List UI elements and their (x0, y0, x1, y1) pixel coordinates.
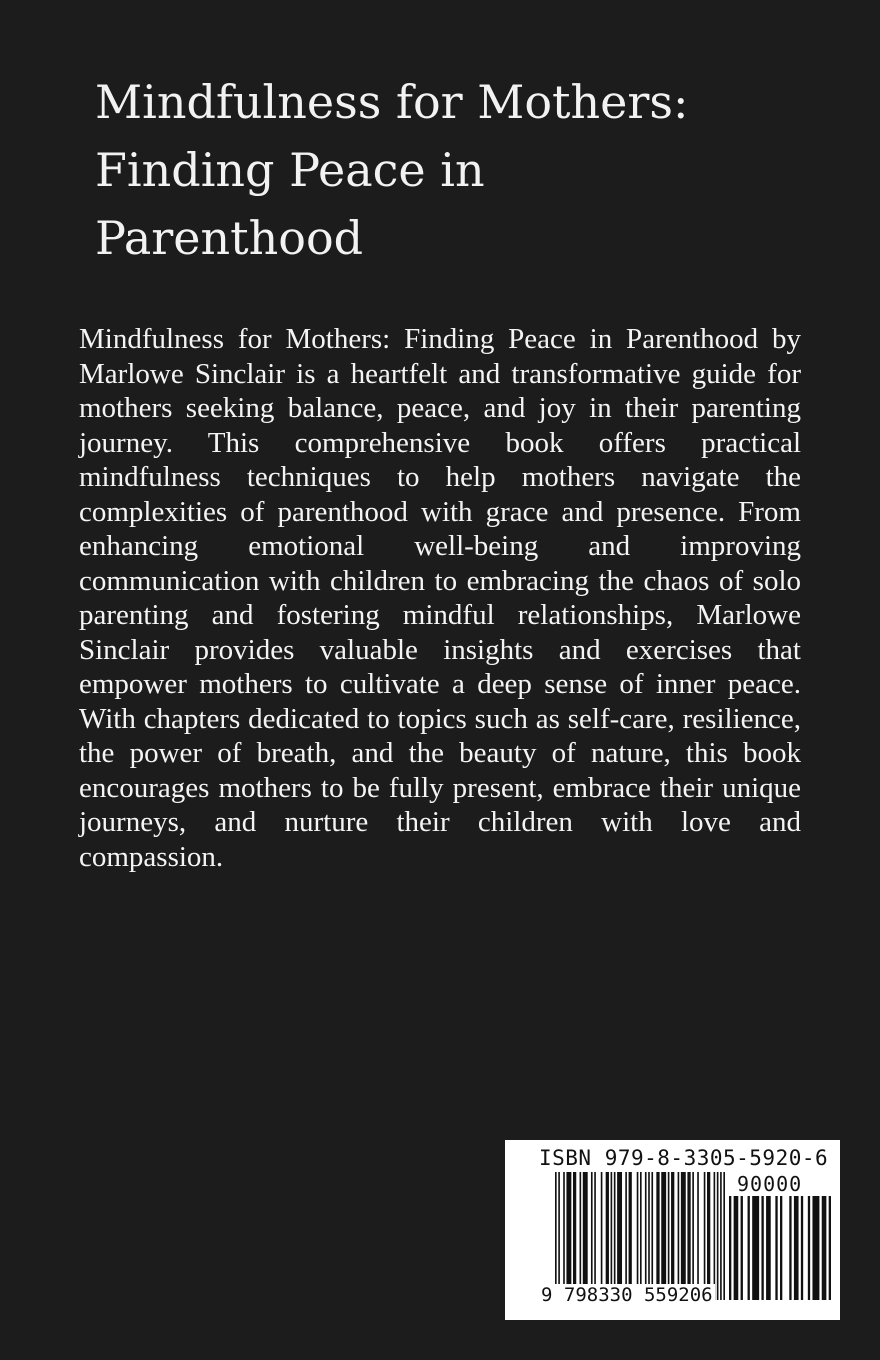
barcode-digits: 9 798330 559206 (541, 1284, 713, 1306)
title-line-2: Finding Peace in (95, 143, 485, 197)
book-title (95, 68, 795, 272)
title-line-3: Parenthood (95, 211, 364, 265)
addon-barcode-bars-icon (729, 1196, 831, 1300)
barcode-bars-icon (555, 1172, 725, 1300)
isbn-barcode (505, 1140, 840, 1320)
title-line-1: Mindfulness for Mothers: (95, 75, 689, 129)
isbn-label: ISBN 979-8-3305-5920-6 (539, 1146, 829, 1170)
book-description: Mindfulness for Mothers: Finding Peace in Parenthood by Marlowe Sinclair is a heartfelt and transformative guide for mothers seeking balance, peace, and joy in their parenting journey. This comprehensive book offers practical mindfulness techniques to help mothers navigate the complexities of parenthood with grace and presence. From enhancing emotional well-being and improving communication with children to embracing the chaos of solo parenting and fostering mindful relationships, Marlowe Sinclair provides valuable insights and exercises that empower mothers to cultivate a deep sense of inner peace. With chapters dedicated to topics such as self-care, resilience, the power of breath, and the beauty of nature, this book encourages mothers to be fully present, embrace their unique journeys, and nurture their children with love and compassion. (79, 323, 801, 873)
price-code: 90000 (737, 1172, 803, 1196)
